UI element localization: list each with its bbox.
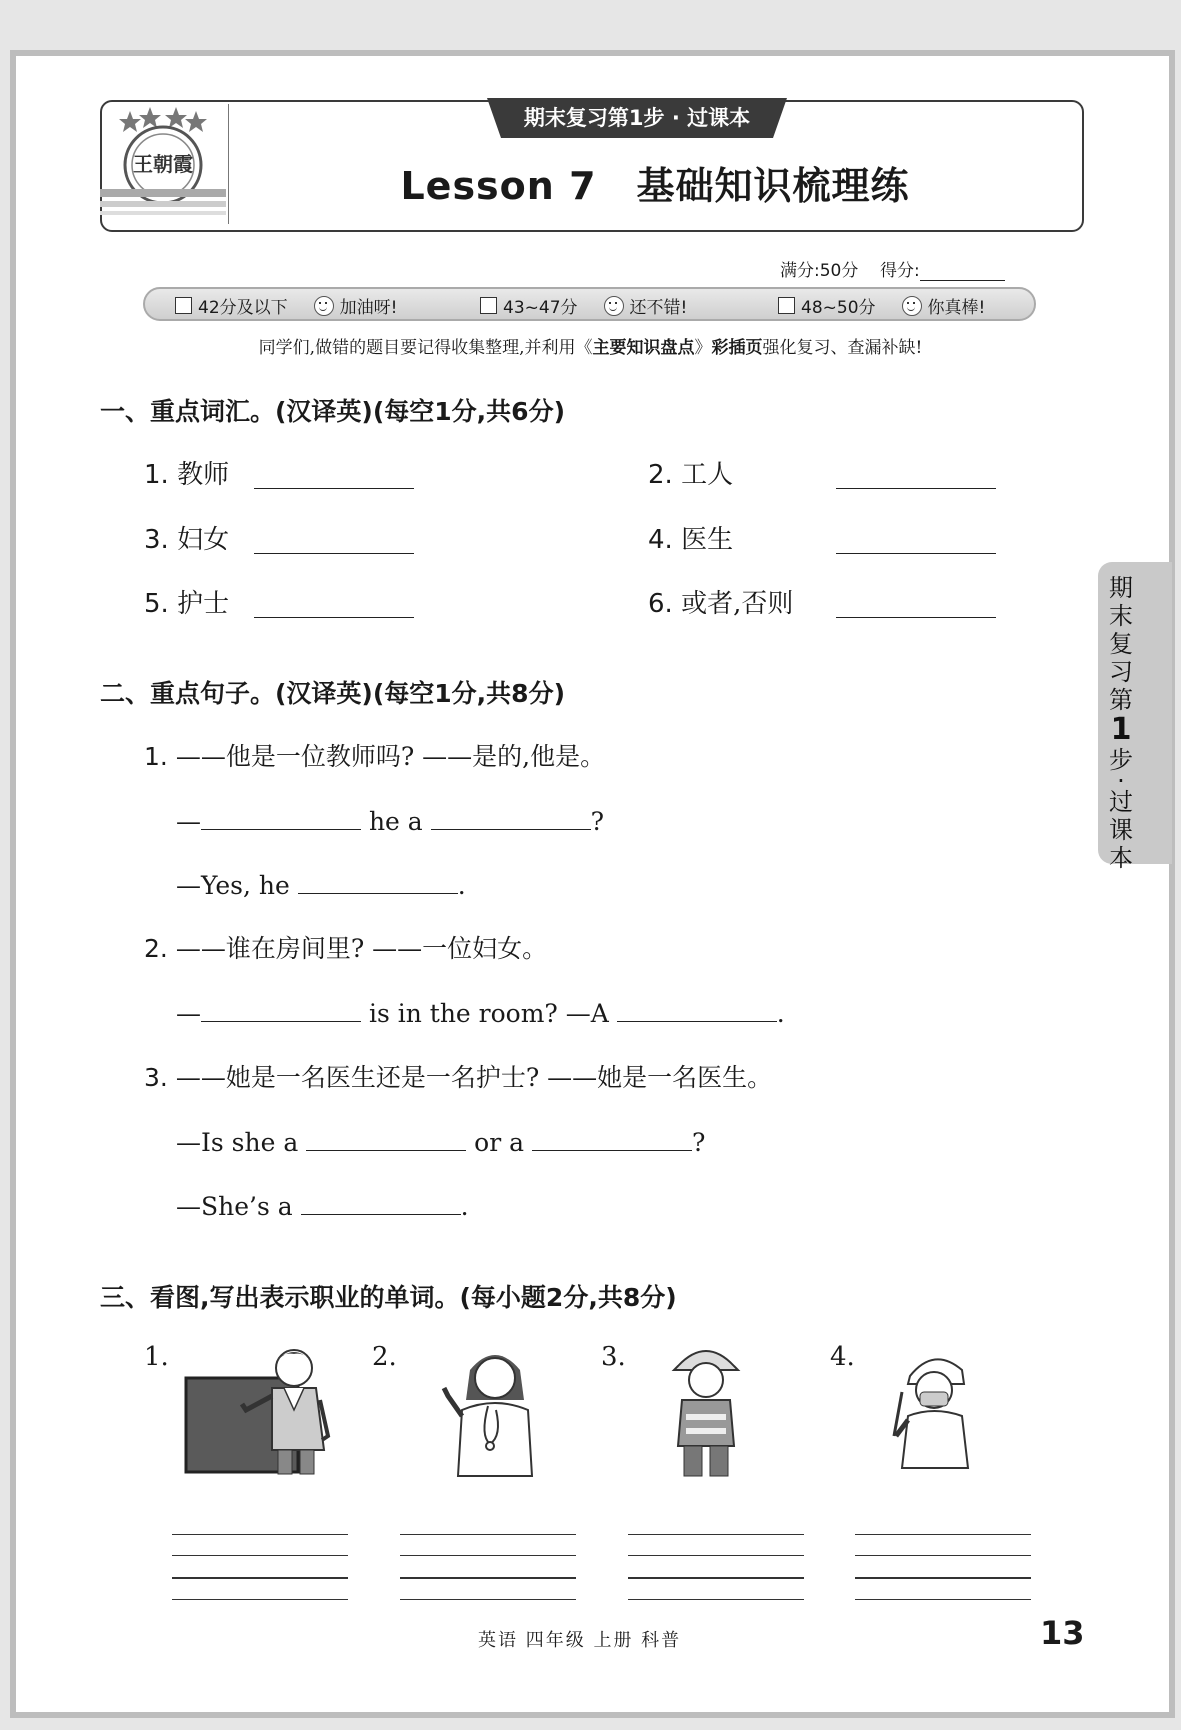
- section-1-title: 一、重点词汇。(汉译英)(每空1分,共6分): [100, 397, 565, 426]
- vocab-item-4: [648, 519, 733, 556]
- page-number: 13: [1040, 1614, 1085, 1652]
- title-sub: 基础知识梳理练: [636, 164, 910, 208]
- worker-picture: [664, 1340, 748, 1480]
- teacher-picture: [184, 1340, 344, 1480]
- happy-face-icon: [902, 296, 922, 316]
- side-char: 本: [1109, 844, 1133, 872]
- item-text: 妇女: [177, 525, 230, 555]
- item-number: 2.: [144, 934, 168, 963]
- side-tab-text: [1098, 574, 1144, 872]
- study-note: [0, 333, 1181, 358]
- answer-blank[interactable]: [201, 995, 361, 1022]
- score-line: [780, 256, 1005, 281]
- writing-line[interactable]: [400, 1577, 576, 1579]
- rating-range: 43~47分: [503, 298, 578, 318]
- writing-line[interactable]: [628, 1555, 804, 1556]
- writing-line[interactable]: [400, 1555, 576, 1556]
- item-number: 1.: [144, 460, 169, 490]
- item-number: 3.: [144, 1063, 168, 1092]
- side-char: 1: [1110, 712, 1132, 747]
- answer-blank[interactable]: [617, 995, 777, 1022]
- svg-text:王朝霞: 王朝霞: [133, 152, 193, 176]
- writing-line[interactable]: [172, 1555, 348, 1556]
- footer-text: 英语 四年级 上册 科普: [478, 1630, 682, 1651]
- writing-line[interactable]: [628, 1577, 804, 1579]
- writing-line[interactable]: [628, 1599, 804, 1600]
- answer-blank[interactable]: [306, 1124, 466, 1151]
- answer-line: [176, 995, 785, 1028]
- answer-blank[interactable]: [254, 553, 414, 554]
- note-bold: 主要知识盘点: [592, 338, 695, 358]
- rating-item-2: [480, 293, 687, 318]
- side-char: 第: [1109, 686, 1133, 714]
- answer-line: [176, 1188, 469, 1221]
- got-score-label: 得分:: [879, 261, 920, 281]
- section-3-title: 三、看图,写出表示职业的单词。(每小题2分,共8分): [100, 1283, 677, 1312]
- note-text: 强化复习、查漏补缺!: [762, 338, 923, 358]
- answer-text: he a: [368, 807, 423, 836]
- answer-blank[interactable]: [431, 803, 591, 830]
- item-number: 5.: [144, 589, 169, 619]
- vocab-item-6: [648, 583, 793, 620]
- writing-line[interactable]: [855, 1577, 1031, 1579]
- writing-line[interactable]: [400, 1599, 576, 1600]
- rating-range: 42分及以下: [198, 298, 288, 318]
- rating-comment: 加油呀!: [339, 298, 398, 318]
- sentence-q1: [144, 737, 605, 773]
- rating-item-1: [175, 293, 397, 318]
- rating-checkbox-3[interactable]: [778, 297, 795, 314]
- writing-line[interactable]: [855, 1599, 1031, 1600]
- answer-blank[interactable]: [836, 617, 996, 618]
- answer-blank[interactable]: [254, 617, 414, 618]
- item-text: 医生: [681, 525, 734, 555]
- picture-label-2: 2.: [372, 1342, 397, 1372]
- item-text: 工人: [681, 460, 734, 490]
- writing-line[interactable]: [628, 1534, 804, 1535]
- tab-label: 期末复习第1步 · 过课本: [523, 106, 751, 130]
- note-bold: 彩插页: [711, 338, 763, 358]
- answer-blank[interactable]: [298, 867, 458, 894]
- vocab-item-2: [648, 454, 733, 491]
- rating-range: 48~50分: [801, 298, 876, 318]
- vocab-item-5: [144, 583, 229, 620]
- writing-line[interactable]: [172, 1577, 348, 1579]
- writing-line[interactable]: [855, 1555, 1031, 1556]
- picture-label-3: 3.: [601, 1342, 626, 1372]
- question-text: ——他是一位教师吗? ——是的,他是。: [175, 742, 606, 771]
- answer-text: —Is she a: [176, 1128, 299, 1157]
- answer-line: [176, 803, 604, 836]
- sentence-q2: [144, 929, 547, 965]
- page-title: [230, 155, 1080, 210]
- answer-blank[interactable]: [254, 488, 414, 489]
- title-lesson: Lesson 7: [400, 164, 597, 208]
- question-text: ——她是一名医生还是一名护士? ——她是一名医生。: [175, 1063, 773, 1092]
- vocab-item-1: [144, 454, 229, 491]
- note-text: 》: [694, 338, 712, 358]
- writing-line[interactable]: [400, 1534, 576, 1535]
- answer-text: is in the room? —A: [368, 999, 609, 1028]
- item-text: 教师: [177, 460, 230, 490]
- answer-text: —She’s a: [176, 1192, 293, 1221]
- answer-text: —: [176, 999, 201, 1028]
- section-2-title: 二、重点句子。(汉译英)(每空1分,共8分): [100, 679, 565, 708]
- writing-line[interactable]: [172, 1599, 348, 1600]
- item-text: 或者,否则: [681, 589, 794, 619]
- side-char: 过: [1109, 788, 1133, 816]
- item-number: 3.: [144, 525, 169, 555]
- writing-line[interactable]: [172, 1534, 348, 1535]
- header-divider: [228, 104, 229, 224]
- smile-face-icon: [604, 296, 624, 316]
- side-char: 步: [1109, 746, 1133, 774]
- question-text: ——谁在房间里? ——一位妇女。: [175, 934, 548, 963]
- rating-comment: 你真棒!: [927, 298, 986, 318]
- answer-blank[interactable]: [301, 1188, 461, 1215]
- answer-text: .: [457, 871, 466, 900]
- rating-checkbox-2[interactable]: [480, 297, 497, 314]
- answer-text: —: [176, 807, 201, 836]
- answer-blank[interactable]: [201, 803, 361, 830]
- score-blank[interactable]: [920, 262, 1005, 281]
- nurse-picture: [884, 1340, 984, 1480]
- side-char: 期: [1109, 574, 1133, 602]
- publisher-logo: [100, 103, 226, 223]
- item-number: 2.: [648, 460, 673, 490]
- writing-line[interactable]: [855, 1534, 1031, 1535]
- side-char: 末: [1109, 602, 1133, 630]
- item-number: 6.: [648, 589, 673, 619]
- answer-blank[interactable]: [532, 1124, 692, 1151]
- cheer-face-icon: [314, 296, 334, 316]
- answer-line: [176, 1124, 705, 1157]
- side-char: 习: [1109, 658, 1133, 686]
- answer-blank[interactable]: [836, 488, 996, 489]
- answer-text: ?: [590, 807, 605, 836]
- answer-blank[interactable]: [836, 553, 996, 554]
- rating-checkbox-1[interactable]: [175, 297, 192, 314]
- rating-comment: 还不错!: [629, 298, 688, 318]
- sentence-q3: [144, 1058, 772, 1094]
- vocab-item-3: [144, 519, 229, 556]
- answer-line: [176, 867, 466, 900]
- doctor-picture: [440, 1340, 550, 1480]
- answer-text: ?: [691, 1128, 706, 1157]
- rating-item-3: [778, 293, 985, 318]
- picture-label-4: 4.: [830, 1342, 855, 1372]
- side-char: 课: [1109, 816, 1133, 844]
- side-char: ·: [1117, 767, 1125, 795]
- item-text: 护士: [177, 589, 230, 619]
- note-text: 同学们,做错的题目要记得收集整理,并利用《: [258, 338, 593, 358]
- full-score-label: 满分:50分: [780, 261, 859, 281]
- side-char: 复: [1109, 630, 1133, 658]
- answer-text: —Yes, he: [176, 871, 290, 900]
- item-number: 1.: [144, 742, 168, 771]
- answer-text: .: [776, 999, 785, 1028]
- item-number: 4.: [648, 525, 673, 555]
- picture-label-1: 1.: [144, 1342, 169, 1372]
- answer-text: .: [460, 1192, 469, 1221]
- answer-text: or a: [474, 1128, 524, 1157]
